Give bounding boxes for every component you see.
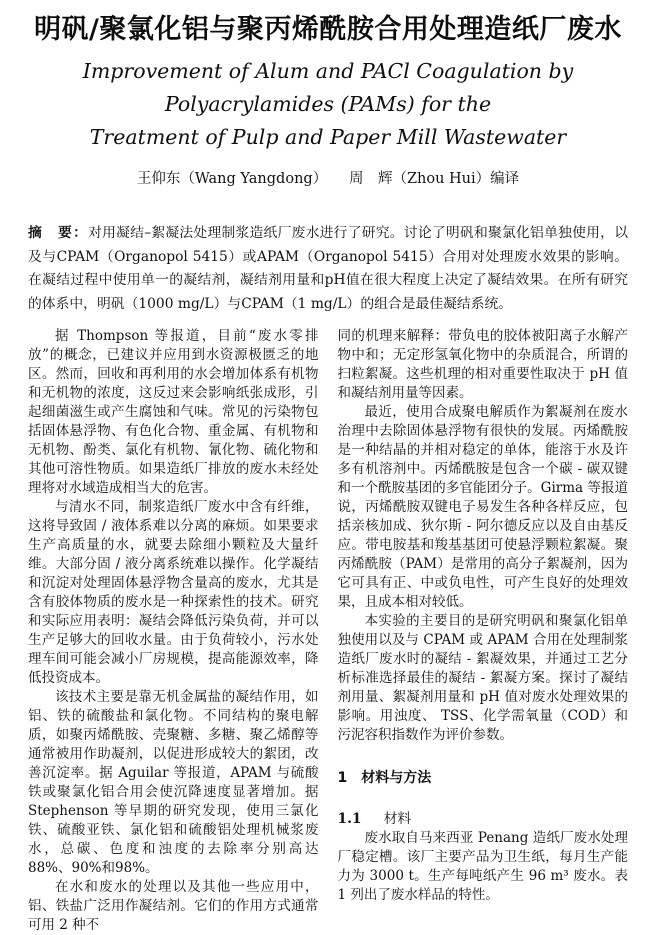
paragraph: 据 Thompson 等报道，目前“废水零排放”的概念，已建议并应用到水资源极匮乏的地区。然而，回收和再利用的水会增加体系有机物和无机物的浓度，这反过来会影响纸张成形，引起细菌滋生或产生腐蚀和气味。常见的污染物包括固体悬浮物、有色化合物、重金属、有机物和无机物、酚类、氯化有机物、氰化物、硫化物和其他可溶性物质。如果造纸厂排放的废水未经处理将对水域造成相当大的危害。 [28,328,319,496]
page-title-english [28,55,628,154]
subsection-title: 材料 [383,811,412,827]
abstract-label: 摘 要： [28,225,89,241]
page-title: 明矾/聚氯化铝与聚丙烯酰胺合用处理造纸厂废水 [34,14,622,45]
paragraph-continuation: 同的机理来解释：带负电的胶体被阳离子水解产物中和；无定形氢氧化物中的杂质混合，所谓的扫粒絮凝。这些机理的相对重要性取决于 pH 值和凝结剂用量等因素。 [337,328,628,401]
paragraph: 本实验的主要目的是研究明矾和聚氯化铝单独使用以及与 CPAM 或 APAM 合用在处理制浆造纸厂废水时的凝结 - 絮凝效果，并通过工艺分析标准选择最佳的凝结 - 絮凝方案。探讨了凝结剂用量、絮凝剂用量和 pH 值对废水处理效果的影响。用浊度、 TSS、化学需氧量（COD）和污泥容积指数作为评价参数。 [337,613,628,743]
paragraph: 与清水不同，制浆造纸厂废水中含有纤维，这将导致固 / 液体系难以分离的麻烦。如果要求生产高质量的水，就要去除细小颗粒及大量纤维。大部分固 / 液分离系统难以操作。化学凝结和沉淀对处理固体悬浮物含量高的废水，尤其是含有胶体物质的废水是一种探索性的技术。研究和实际应用表明：凝结会降低污染负荷，并可以生产足够大的回收水量。由于负荷较小，污水处理车间可能会减小厂房规模，提高能源效率，降低投资成本。 [28,499,319,686]
title-english-line2: Treatment of Pulp and Paper Mill Wastewater [89,125,567,149]
paragraph: 该技术主要是靠无机金属盐的凝结作用，如铝、铁的硫酸盐和氯化物。不同结构的聚电解质，如聚丙烯酰胺、壳聚糖、多糖、聚乙烯醇等通常被用作助凝剂，以促进形成较大的絮团，改善沉淀率。据 Aguilar 等报道，APAM 与硫酸铁或聚氯化铝合用会使沉降速度显著增加。据 Stephenson 等早期的研究发现，使用三氯化铁、硫酸亚铁、氯化铝和硫酸铝处理机械浆废水，总碳、色度和浊度的去除率分别高达 88%、90%和98%。 [28,689,319,876]
title-english-line1: Improvement of Alum and PACl Coagulation by Polyacrylamides (PAMs) for the [82,59,574,116]
paragraph: 最近，使用合成聚电解质作为絮凝剂在废水治理中去除固体悬浮物有很快的发展。丙烯酰胺是一种结晶的并相对稳定的单体，能溶于水及许多有机溶剂中。丙烯酰胺是包含一个碳 - 碳双键和一个酰胺基团的多官能团分子。Girma 等报道说，丙烯酰胺双键电子易发生各种各样反应，包括亲核加成、狄尔斯 - 阿尔德反应以及自由基反应。带电胺基和羧基基团可使悬浮颗粒絮凝。聚丙烯酰胺（PAM）是常用的高分子絮凝剂，因为它可具有正、中或负电性，可产生良好的处理效果，且成本相对较低。 [337,404,628,610]
left-column [28,327,319,935]
paragraph: 在水和废水的处理以及其他一些应用中，铝、铁盐广泛用作凝结剂。它们的作用方式通常可用 2 种不 [28,879,319,933]
authors-line: 王仰东（Wang Yangdong） 周 辉（Zhou Hui）编译 [136,171,520,187]
abstract-text: 对用凝结–絮凝法处理制浆造纸厂废水进行了研究。讨论了明矾和聚氯化铝单独使用，以及与CPAM（Organopol 5415）或APAM（Organopol 5415）合用对处理废水效果的影响。在凝结过程中使用单一的凝结剂，凝结剂用量和pH值在很大程度上决定了凝结效果。在所有研究的体系中，明矾（1000 mg/L）与CPAM（1 mg/L）的组合是最佳凝结系统。 [28,225,628,312]
abstract [28,222,628,316]
section-heading-materials-and-methods: 1 材料与方法 [337,770,432,786]
right-column [338,327,629,935]
subsection-heading-materials [338,810,629,829]
subsection-number: 1.1 [337,811,362,827]
body-columns [28,327,628,935]
paragraph: 废水取自马来西亚 Penang 造纸厂废水处理厂稳定槽。该厂主要产品为卫生纸，每月生产能力为 3000 t。生产每吨纸产生 96 m³ 废水。表 1 列出了废水样品的特性。 [337,830,628,903]
